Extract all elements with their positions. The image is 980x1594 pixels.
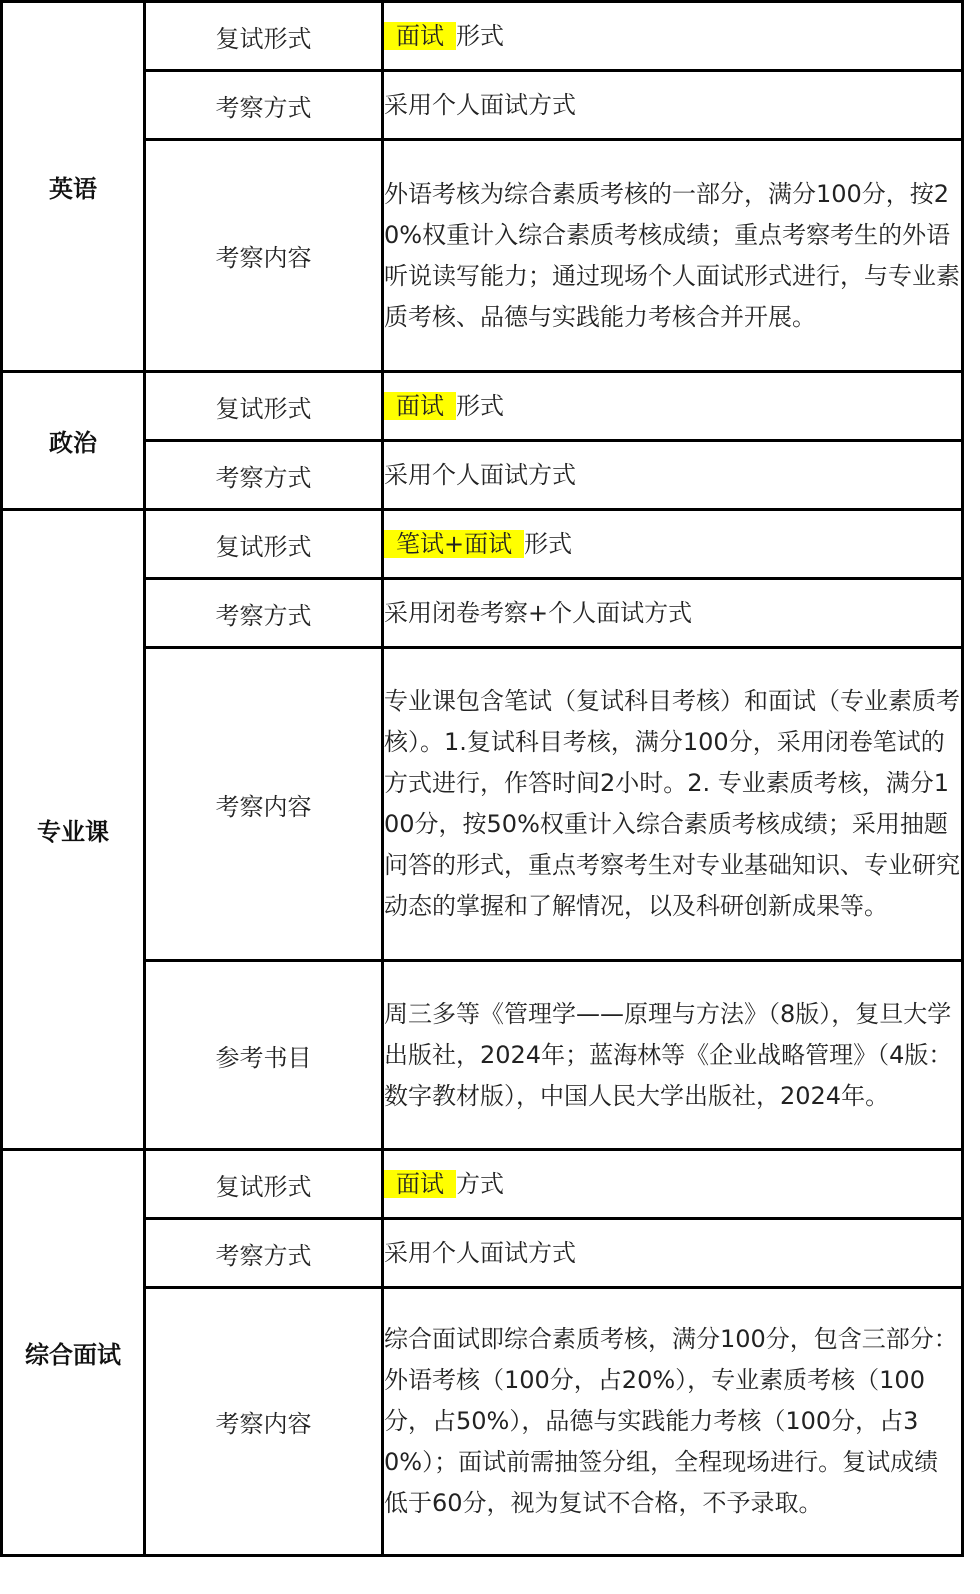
table-row: [2, 1150, 963, 1219]
row-label: 复试形式: [145, 510, 383, 579]
table-row: [2, 961, 963, 1150]
table-row: [2, 140, 963, 372]
table-row: [2, 372, 963, 441]
value-suffix: 方式: [456, 1169, 504, 1198]
table-row: [2, 441, 963, 510]
table-row: [2, 71, 963, 140]
table-row: [2, 579, 963, 648]
subject-cell: 政治: [2, 372, 145, 510]
row-value: 周三多等《管理学——原理与方法》（8版），复旦大学出版社，2024年；蓝海林等《企业战略管理》（4版：数字教材版），中国人民大学出版社，2024年。: [383, 961, 963, 1150]
row-value: 专业课包含笔试（复试科目考核）和面试（专业素质考核）。1.复试科目考核，满分100分，采用闭卷笔试的方式进行，作答时间2小时。2. 专业素质考核，满分100分，按50%权重计入综合素质考核成绩；采用抽题问答的形式，重点考察考生对专业基础知识、专业研究动态的掌握和了解情况，以及科研创新成果等。: [383, 648, 963, 961]
row-label: 考察方式: [145, 71, 383, 140]
table-row: [2, 648, 963, 961]
row-value: 采用闭卷考察+个人面试方式: [383, 579, 963, 648]
table-row: [2, 2, 963, 71]
row-value: [383, 2, 963, 71]
row-label: 考察内容: [145, 648, 383, 961]
row-label: 参考书目: [145, 961, 383, 1150]
highlight-mark: 面试: [384, 22, 456, 50]
highlight-mark: 笔试+面试: [384, 530, 524, 558]
row-label: 复试形式: [145, 372, 383, 441]
highlight-mark: 面试: [384, 1170, 456, 1198]
subject-cell: 综合面试: [2, 1150, 145, 1556]
table-row: [2, 1288, 963, 1556]
row-value: 采用个人面试方式: [383, 71, 963, 140]
row-label: 考察方式: [145, 1219, 383, 1288]
row-label: 复试形式: [145, 1150, 383, 1219]
row-value: 外语考核为综合素质考核的一部分，满分100分，按20%权重计入综合素质考核成绩；重点考察考生的外语听说读写能力；通过现场个人面试形式进行，与专业素质考核、品德与实践能力考核合并开展。: [383, 140, 963, 372]
value-suffix: 形式: [456, 21, 504, 50]
row-label: 考察内容: [145, 1288, 383, 1556]
subject-cell: 英语: [2, 2, 145, 372]
table-row: [2, 510, 963, 579]
row-label: 考察内容: [145, 140, 383, 372]
row-value: [383, 372, 963, 441]
row-value: 采用个人面试方式: [383, 1219, 963, 1288]
row-value: 综合面试即综合素质考核，满分100分，包含三部分：外语考核（100分，占20%），专业素质考核（100分，占50%），品德与实践能力考核（100分，占30%）；面试前需抽签分组，全程现场进行。复试成绩低于60分，视为复试不合格，不予录取。: [383, 1288, 963, 1556]
row-value: 采用个人面试方式: [383, 441, 963, 510]
row-label: 考察方式: [145, 441, 383, 510]
value-suffix: 形式: [456, 391, 504, 420]
row-value: [383, 510, 963, 579]
table-row: [2, 1219, 963, 1288]
value-suffix: 形式: [524, 529, 573, 558]
row-value: [383, 1150, 963, 1219]
row-label: 复试形式: [145, 2, 383, 71]
row-label: 考察方式: [145, 579, 383, 648]
highlight-mark: 面试: [384, 392, 456, 420]
subject-cell: 专业课: [2, 510, 145, 1150]
